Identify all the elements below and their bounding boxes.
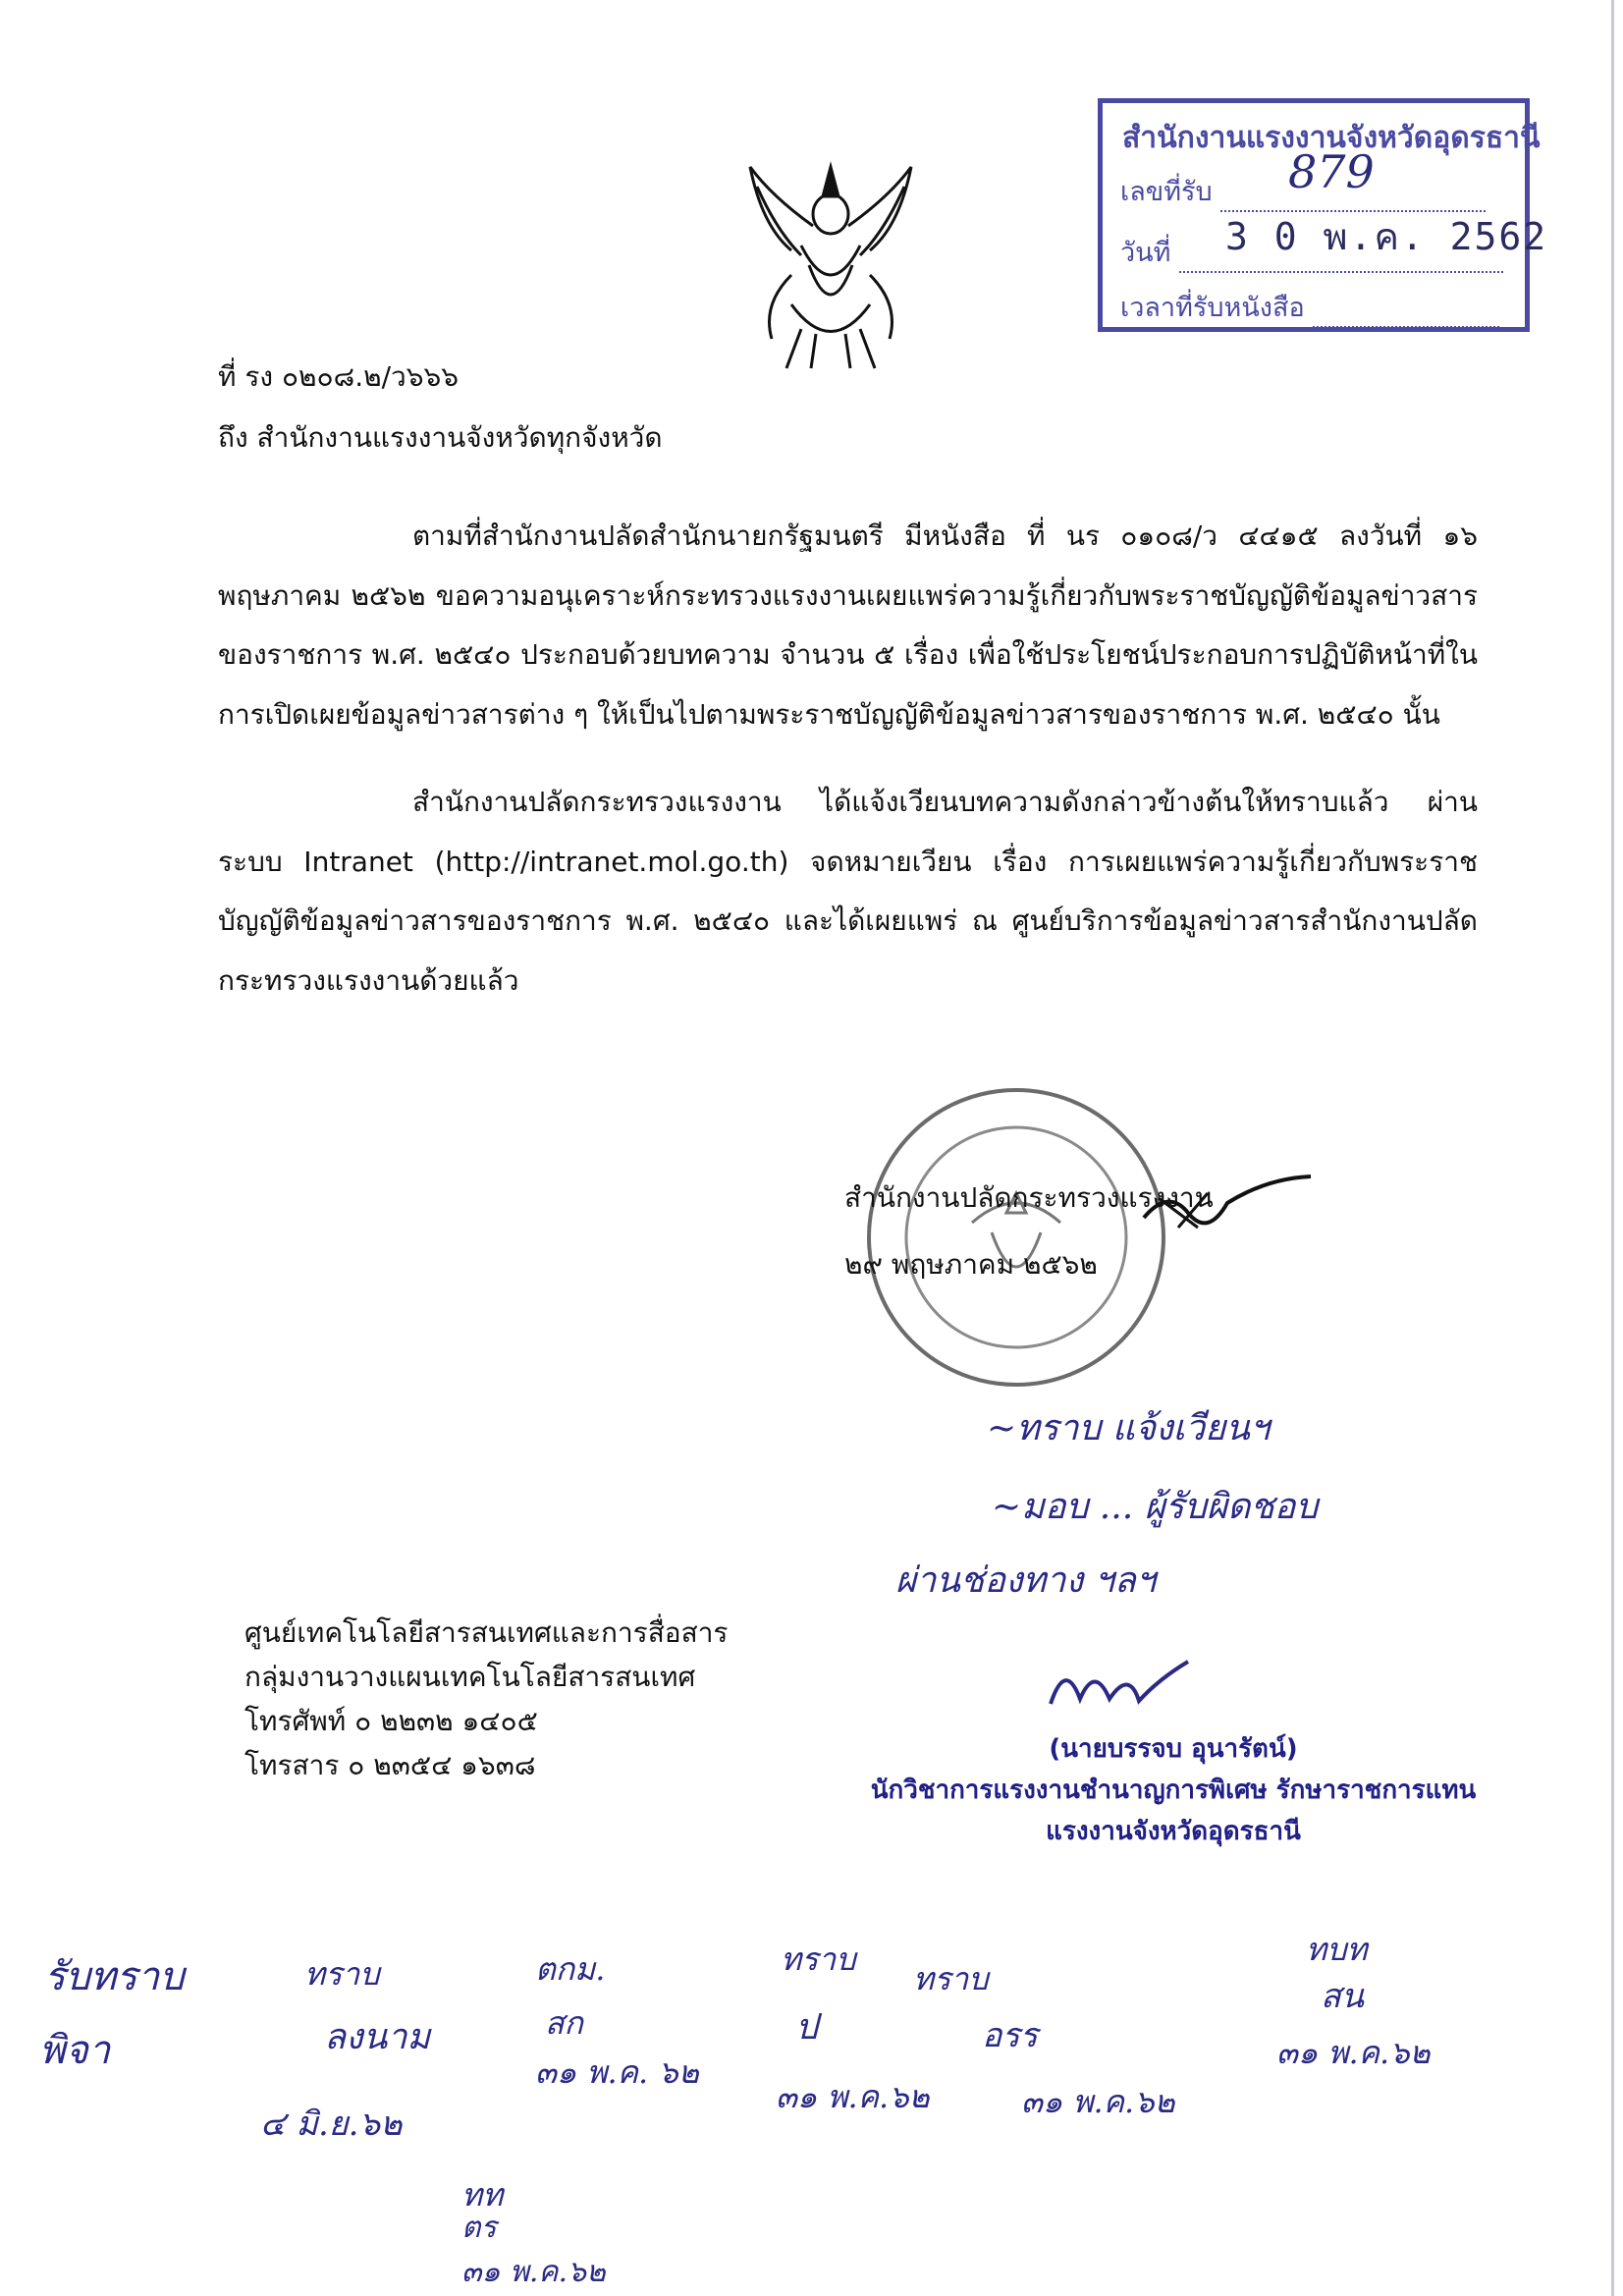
routing-note-6: ตกม. [535,1950,606,1988]
routing-note-1: รับทราบ [44,1954,185,1999]
receipt-date-value: 3 0 พ.ค. 2562 [1225,215,1548,258]
handwritten-note-2: ~มอบ ... ผู้รับผิดชอบ [992,1487,1319,1527]
receipt-number-value: 879 [1288,145,1375,198]
body-paragraph-2 [218,773,1478,1011]
document-number: ที่ รง ๐๒๐๘.๒/ว๖๖๖ [218,360,460,393]
sender-date: ๒๙ พฤษภาคม ๒๕๖๒ [844,1248,1098,1281]
body-paragraph-2-text: สำนักงานปลัดกระทรวงแรงงาน ได้แจ้งเวียนบทความดังกล่าวข้างต้นให้ทราบแล้ว ผ่านระบบ Intranet (http://intranet.mol.go.th) จดหมายเวียน เรื่อง การเผยแพร่ความรู้เกี่ยวกับพระราชบัญญัติข้อมูลข่าวสารของราชการ พ.ศ. ๒๕๔๐ และได้เผยแพร่ ณ ศูนย์บริการข้อมูลข่าวสารสำนักงานปลัดกระทรวงแรงงานด้วยแล้ว [218,786,1478,997]
signatory-block [854,1728,1492,1852]
routing-note-9: ทราบ [781,1941,856,1978]
receipt-number-label: เลขที่รับ [1120,177,1213,207]
garuda-emblem-icon [732,157,929,373]
contact-block [244,1611,728,1787]
contact-phone: โทรศัพท์ ๐ ๒๒๓๒ ๑๔๐๕ [244,1705,538,1737]
routing-note-4: ลงนาม [324,2017,431,2057]
handwritten-note-3: ผ่านช่องทาง ฯลฯ [895,1560,1157,1601]
handwritten-note-1: ~ทราบ แจ้งเวียนฯ [987,1408,1271,1449]
routing-note-12: ทราบ [913,1960,989,1997]
official-seal-icon [854,1075,1178,1399]
signatory-signature-icon [1041,1650,1208,1723]
contact-department: ศูนย์เทคโนโลยีสารสนเทศและการสื่อสาร [244,1616,729,1649]
contact-fax: โทรสาร ๐ ๒๓๕๔ ๑๖๓๘ [244,1749,536,1781]
routing-note-8: ๓๑ พ.ค. ๖๒ [535,2053,699,2091]
routing-note-19: ตร [461,2211,497,2245]
routing-note-10: ป [795,2007,818,2048]
receipt-time-dots [1313,326,1499,328]
receipt-time-label: เวลาที่รับหนังสือ [1120,293,1305,323]
routing-note-5: ๔ มิ.ย.๖๒ [260,2105,403,2144]
body-paragraph-1-text: ตามที่สำนักงานปลัดสำนักนายกรัฐมนตรี มีหนังสือ ที่ นร ๐๑๐๘/ว ๔๔๑๕ ลงวันที่ ๑๖ พฤษภาคม ๒๕๖๒ ขอความอนุเคราะห์กระทรวงแรงงานเผยแพร่ความรู้เกี่ยวกับพระราชบัญญัติข้อมูลข่าวสารของราชการ พ.ศ. ๒๕๔๐ ประกอบด้วยบทความ จำนวน ๕ เรื่อง เพื่อใช้ประโยชน์ประกอบการปฏิบัติหน้าที่ในการเปิดเผยข้อมูลข่าวสารต่าง ๆ ให้เป็นไปตามพระราชบัญญัติข้อมูลข่าวสารของราชการ พ.ศ. ๒๕๔๐ นั้น [218,519,1478,731]
body-paragraph-1 [218,507,1478,744]
routing-note-20: ๓๑ พ.ค.๖๒ [461,2255,606,2289]
receipt-date-dots [1179,271,1503,273]
sender-office: สำนักงานปลัดกระทรวงแรงงาน [844,1181,1214,1214]
receipt-time-row [1120,286,1499,328]
signatory-position: นักวิชาการแรงงานชำนาญการพิเศษ รักษาราชการแทน [870,1776,1477,1805]
signatory-name: (นายบรรจบ อุนารัตน์) [1049,1734,1298,1764]
sender-signature-icon [1139,1169,1316,1237]
routing-note-11: ๓๑ พ.ค.๖๒ [776,2078,930,2115]
signatory-office: แรงงานจังหวัดอุดรธานี [1046,1817,1301,1846]
routing-note-13: อรร [982,2016,1038,2055]
routing-note-18: ทท [461,2176,504,2214]
receipt-stamp-title: สำนักงานแรงงานจังหวัดอุดรธานี [1122,121,1541,155]
document-recipient: ถึง สำนักงานแรงงานจังหวัดทุกจังหวัด [218,421,663,454]
routing-note-14: ๓๑ พ.ค.๖๒ [1021,2083,1175,2120]
routing-note-17: ๓๑ พ.ค.๖๒ [1276,2034,1431,2071]
routing-note-16: สน [1321,1977,1364,2016]
scan-edge-line [1611,0,1614,2296]
contact-group: กลุ่มงานวางแผนเทคโนโลยีสารสนเทศ [244,1661,696,1693]
routing-note-3: ทราบ [304,1955,380,1993]
routing-note-7: สก [545,2004,583,2042]
routing-note-15: ทบท [1306,1931,1368,1968]
receipt-date-label: วันที่ [1120,238,1171,268]
routing-note-2: พิจา [39,2028,111,2073]
